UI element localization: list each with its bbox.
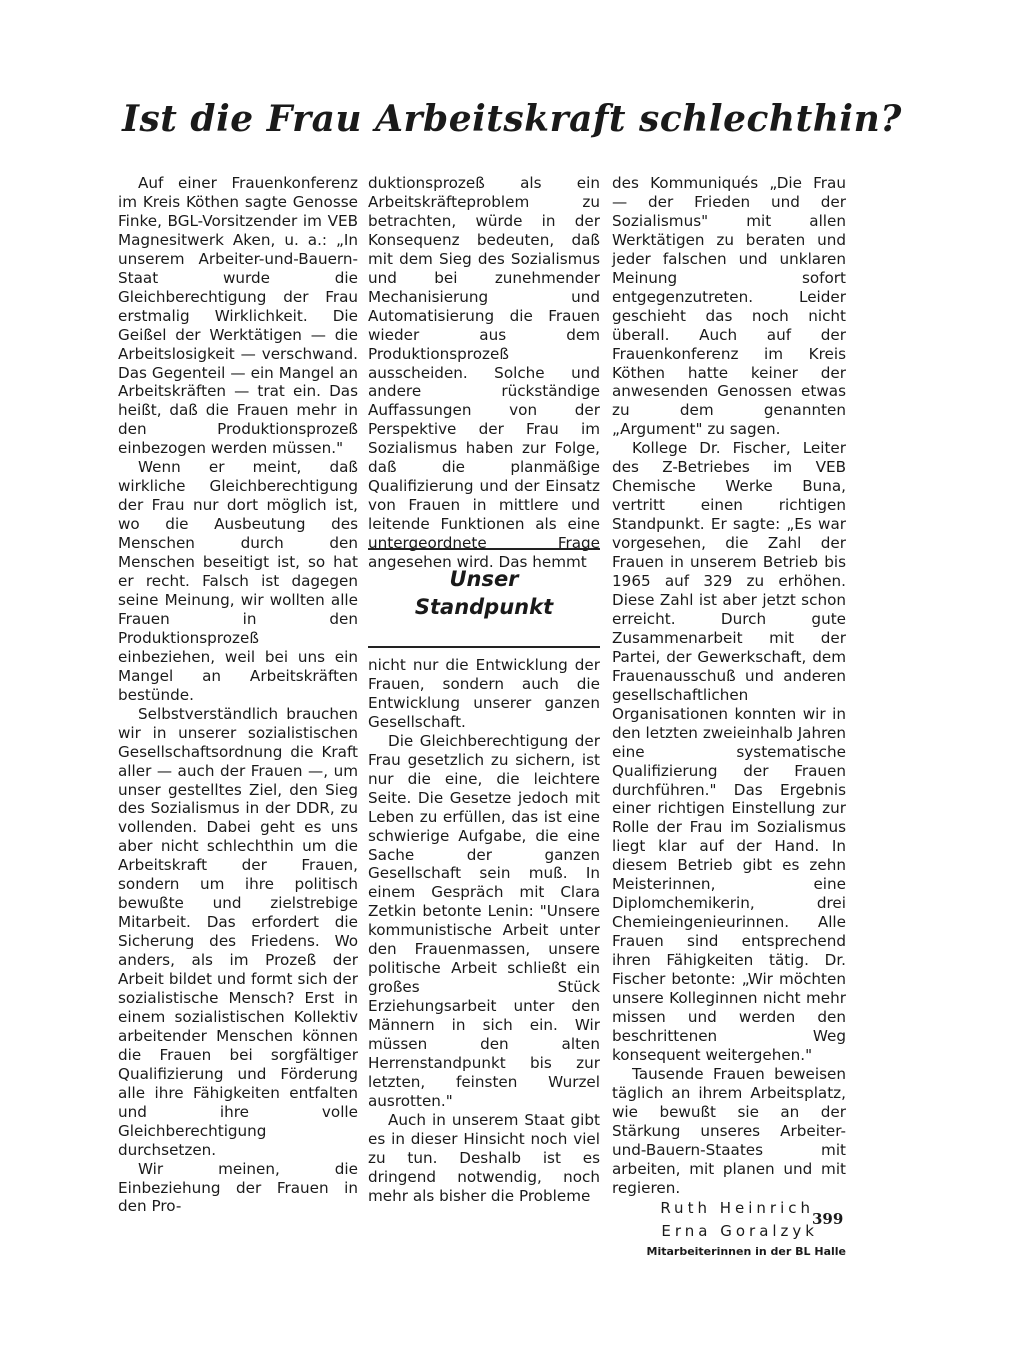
paragraph: Auch in unserem Staat gibt es in dieser Hinsicht noch viel zu tun. Deshalb ist es dringend notwendig, noch mehr als bisher die Probleme bbox=[368, 1110, 600, 1205]
paragraph: des Kommuniqués „Die Frau — der Frieden und der Sozialismus" mit allen Werktätigen zu beraten und jeder falschen und unklaren Meinung sofort entgegenzutreten. Leider geschieht das noch nicht überall. Auch auf der Frauenkonferenz im Kreis Köthen hatte keiner der anwesenden Genossen etwas zu dem genannten „Argument" zu sagen. bbox=[612, 174, 846, 439]
paragraph: Kollege Dr. Fischer, Leiter des Z-Betriebes im VEB Chemische Werke Buna, vertritt einen richtigen Standpunkt. Er sagte: „Es war vorgesehen, die Zahl der Frauen in unserem Betrieb bis 1965 auf 329 zu erhöhen. Diese Zahl ist aber jetzt schon erreicht. Durch gute Zusammenarbeit mit der Partei, der Gewerkschaft, dem Frauenausschuß und anderen gesellschaftlichen Organisationen konnten wir in den letzten zweieinhalb Jahren eine systematische Qualifizierung der Frauen durchführen." Das Ergebnis einer richtigen Einstellung zur Rolle der Frau im Sozialismus liegt klar auf der Hand. In diesem Betrieb gibt es zehn Meisterinnen, eine Diplomchemikerin, drei Chemieingenieurinnen. Alle Frauen sind entsprechend ihren Fähigkeiten tätig. Dr. Fischer betonte: „Wir möchten unsere Kolleginnen nicht mehr missen und werden den beschrittenen Weg konsequent weitergehen." bbox=[612, 439, 846, 1064]
paragraph: duktionsprozeß als ein Arbeitskräfteproblem zu betrachten, würde in der Konsequenz bedeuten, daß mit dem Sieg des Sozialismus und bei zunehmender Mechanisierung und Automatisierung die Frauen wieder aus dem Produktionsprozeß ausscheiden. Solche und andere rückständige Auffassungen von der Perspektive der Frau im Sozialismus haben zur Folge, daß die planmäßige Qualifizierung und der Einsatz von Frauen in mittlere und leitende Funktionen als eine untergeordnete Frage angesehen wird. Das hemmt bbox=[368, 174, 600, 572]
column-2-bottom bbox=[368, 656, 600, 1206]
author-signature: Erna Goralzyk bbox=[661, 1222, 818, 1241]
paragraph: Selbstverständlich brauchen wir in unserer sozialistischen Gesellschaftsordnung die Kraft aller — auch der Frauen —, um unser gestelltes Ziel, den Sieg des Sozialismus in der DDR, zu vollenden. Dabei geht es uns aber nicht schlechthin um die Arbeitskraft der Frauen, sondern um ihre politisch bewußte und zielstrebige Mitarbeit. Das erfordert die Sicherung des Friedens. Wo anders, als im Prozeß der Arbeit bildet und formt sich der sozialistische Mensch? Erst in einem sozialistischen Kollektiv arbeitender Menschen können die Frauen bei sorgfältiger Qualifizierung und Förderung alle ihre Fähigkeiten entfalten und ihre volle Gleichberechtigung durchsetzen. bbox=[118, 704, 358, 1159]
author-role: Mitarbeiterinnen in der BL Halle bbox=[646, 1245, 846, 1259]
author-signature: Ruth Heinrich bbox=[660, 1199, 814, 1218]
column-1 bbox=[118, 174, 358, 1216]
paragraph: Tausende Frauen beweisen täglich an ihrem Arbeitsplatz, wie bewußt sie an der Stärkung unseres Arbeiter-und-Bauern-Staates mit arbeiten, mit planen und mit regieren. bbox=[612, 1064, 846, 1197]
box-heading-line1: Unser bbox=[449, 567, 519, 591]
article-title: Ist die Frau Arbeitskraft schlechthin? bbox=[122, 98, 902, 140]
column-2-top bbox=[368, 174, 600, 572]
box-heading-line2: Standpunkt bbox=[414, 595, 554, 619]
paragraph: Wir meinen, die Einbeziehung der Frauen in den Pro- bbox=[118, 1159, 358, 1216]
page-number: 399 bbox=[812, 1210, 844, 1228]
paragraph: Wenn er meint, daß wirkliche Gleichberechtigung der Frau nur dort möglich ist, wo die Ausbeutung des Menschen durch den Menschen beseitigt ist, so hat er recht. Falsch ist dagegen seine Meinung, wir wollten alle Frauen in den Produktionsprozeß einbeziehen, weil bei uns ein Mangel an Arbeitskräften bestünde. bbox=[118, 458, 358, 704]
standpoint-box bbox=[368, 548, 600, 648]
paragraph: Die Gleichberechtigung der Frau gesetzlich zu sichern, ist nur die eine, die leichtere Seite. Die Gesetze jedoch mit Leben zu erfüllen, das ist eine schwierige Aufgabe, die eine Sache der ganzen Gesellschaft sein muß. In einem Gespräch mit Clara Zetkin betonte Lenin: "Unsere kommunistische Arbeit unter den Frauenmassen, unsere politische Arbeit schließt ein großes Stück Erziehungsarbeit unter den Männern in sich ein. Wir müssen den alten Herrenstandpunkt bis zur letzten, feinsten Wurzel ausrotten." bbox=[368, 731, 600, 1110]
column-3 bbox=[612, 174, 846, 1261]
paragraph: nicht nur die Entwicklung der Frauen, sondern auch die Entwicklung unserer ganzen Gesellschaft. bbox=[368, 656, 600, 731]
paragraph: Auf einer Frauenkonferenz im Kreis Köthen sagte Genosse Finke, BGL-Vorsitzender im VEB Magnesitwerk Aken, u. a.: „In unserem Arbeiter-und-Bauern-Staat wurde die Gleichberechtigung der Frau erstmalig Wirklichkeit. Die Geißel der Werktätigen — die Arbeitslosigkeit — verschwand. Das Gegenteil — ein Mangel an Arbeitskräften — trat ein. Das heißt, daß die Frauen mehr in den Produktionsprozeß einbezogen werden müssen." bbox=[118, 174, 358, 458]
